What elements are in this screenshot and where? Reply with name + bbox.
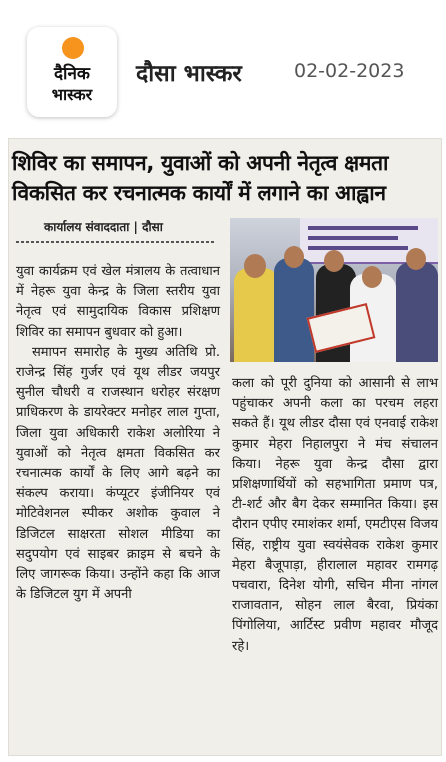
article-body-right-column xyxy=(232,374,438,657)
article-byline: कार्यालय संवाददाता | दौसा xyxy=(44,220,163,234)
article-paragraph: कला को पूरी दुनिया को आसानी से लाभ पहुंचाकर अपनी कला का परचम लहरा सकते हैं। यूथ लीडर दौसा एवं एनवाई राकेश कुमार मेहरा निहालपुरा ने मंच संचालन किया। नेहरू युवा केन्द्र दौसा द्वारा प्रशिक्षणार्थियों को सहभागिता प्रमाण पत्र, टी-शर्ट और बैग देकर सम्मानित किया। इस दौरान एपीए रमाशंकर शर्मा, एमटीएस विजय सिंह, राष्ट्रीय युवा स्वयंसेवक राकेश कुमार मेहरा बैजूपाड़ा, हीरालाल महावर रामगढ़ पचवारा, दिनेश योगी, सचिन मीना नांगल राजावतान, सोहन लाल बैरवा, प्रियंका पिंगोलिया, आर्टिस्ट प्रवीण महावर मौजूद रहे। xyxy=(232,376,438,654)
publication-date: 02-02-2023 xyxy=(294,60,405,82)
article-body-left-column xyxy=(16,262,220,605)
photo-person xyxy=(234,268,278,362)
article-paragraph: युवा कार्यक्रम एवं खेल मंत्रालय के तत्वाधान में नेहरू युवा केन्द्र के जिला स्तरीय युवा नेतृत्व एवं सामुदायिक विकास प्रशिक्षण शिविर का समापन बुधवार को हुआ। xyxy=(16,264,220,340)
photo-person xyxy=(396,262,438,362)
sun-icon xyxy=(62,37,84,59)
logo-text-line2: भास्कर xyxy=(51,85,93,104)
article-headline: शिविर का समापन, युवाओं को अपनी नेतृत्व क्षमता विकसित कर रचनात्मक कार्यों में लगाने का आह्वान xyxy=(12,151,389,205)
article-paragraph: समापन समारोह के मुख्य अतिथि प्रो. राजेन्द्र सिंह गुर्जर एवं यूथ लीडर जयपुर सुनील चौधरी व राजस्थान धरोहर संरक्षण प्राधिकरण के डायरेक्टर मनोहर लाल गुप्ता, जिला युवा अधिकारी राकेश अलोरिया ने युवाओं को नेतृत्व क्षमता विकसित कर रचनात्मक कार्यों के लिए आगे बढ़ने का संकल्प कराया। कंप्यूटर इंजीनियर एवं मोटिवेशनल स्पीकर अशोक कुवाल ने डिजिटल साक्षरता सोशल मीडिया का सदुपयोग एवं साइबर क्राइम से बचने के लिए जागरूक किया। उन्होंने कहा कि आज के डिजिटल युग में अपनी xyxy=(16,344,220,603)
byline-divider xyxy=(16,241,216,243)
photo-person xyxy=(274,258,314,362)
edition-title: दौसा भास्कर xyxy=(136,61,242,87)
logo-text-line1: दैनिक xyxy=(54,64,90,84)
page-header xyxy=(0,0,446,126)
article-photo xyxy=(230,218,438,362)
dainik-bhaskar-logo[interactable] xyxy=(27,27,117,117)
